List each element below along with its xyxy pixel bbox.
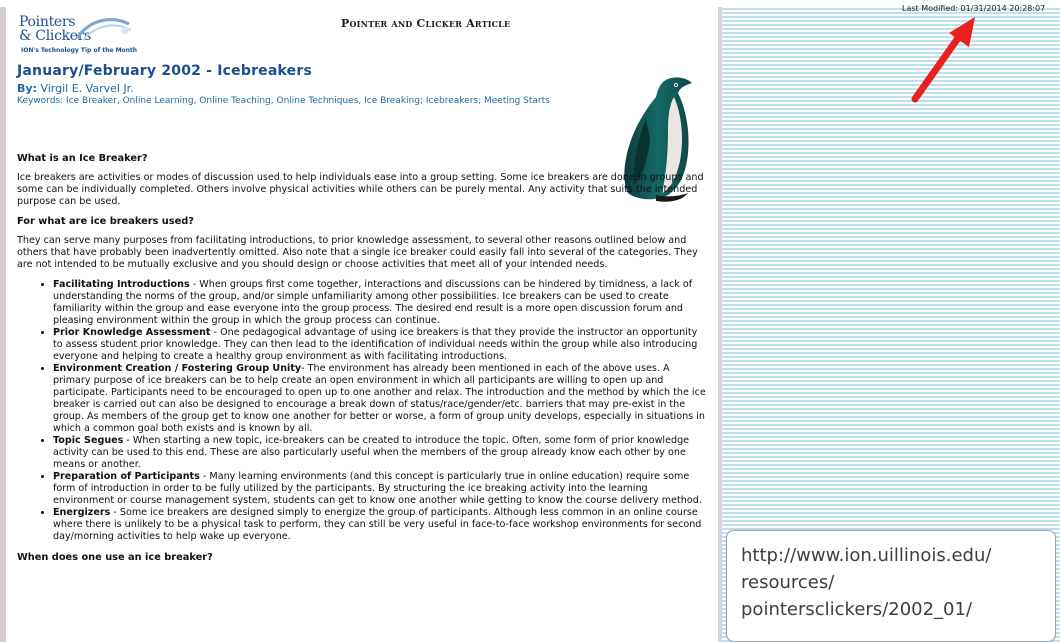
keywords: Keywords: Ice Breaker, Online Learning, Online Teaching, Online Techniques, Ice Breaking; Icebreakers; Meeting Starts [17, 96, 550, 106]
list-item-text: - One pedagogical advantage of using ice breakers is that they provide the instructor an opportunity to assess student prior knowledge. They can then lead to the identification of individual needs within the group while also introducing everyone and helping to create a healthy group environment as with facilitating introductions. [53, 327, 698, 362]
list-item [53, 471, 709, 507]
author-name[interactable]: Virgil E. Varvel Jr. [40, 82, 134, 95]
list-item-text: - Some ice breakers are designed simply to energize the group of participants. Although less common in an online course where there is unlikely to be a physical task to perform, they can still be very useful in face-to-face workshop environments for second day/morning activities to help wake up everyone. [53, 507, 702, 542]
section-heading: For what are ice breakers used? [17, 216, 194, 227]
list-item-term: Energizers [53, 507, 111, 518]
list-item-term: Prior Knowledge Assessment [53, 327, 211, 338]
list-item-term: Preparation of Participants [53, 471, 200, 482]
section-paragraph: They can serve many purposes from facilitating introductions, to prior knowledge assessment, to several other reasons outlined below and others that have probably been inadvertently omitted. Also note that a single ice breaker could easily fall into several of the categories. They are not intended to be mutually exclusive and you should design or choose activities that meet all of your intended needs. [17, 235, 698, 270]
byline-label: By: [17, 82, 37, 95]
article-body [17, 153, 709, 571]
byline [17, 82, 134, 95]
list-item [53, 507, 709, 543]
url-line2: resources/ [741, 572, 835, 593]
url-line1: http://www.ion.uillinois.edu/ [741, 545, 992, 566]
list-item-text: - When starting a new topic, ice-breakers can be created to introduce the topic. Often, some form of prior knowledge activity can be used to this end. These are also particularly useful when the members of the group already know each other by one means or another. [53, 435, 690, 470]
last-modified: Last Modified: 01/31/2014 20:28:07 [902, 4, 1046, 13]
list-item [53, 435, 709, 471]
article-title: January/February 2002 - Icebreakers [17, 63, 312, 79]
list-item-term: Topic Segues [53, 435, 124, 446]
section-heading: What is an Ice Breaker? [17, 153, 148, 164]
section-heading: When does one use an ice breaker? [17, 552, 213, 563]
pointers-clickers-logo[interactable] [19, 14, 139, 62]
list-item-term: Environment Creation / Fostering Group Unity [53, 363, 302, 374]
list-item [53, 327, 709, 363]
page-header-title: Pointer and Clicker Article [341, 17, 511, 30]
url-callout [726, 530, 1056, 642]
right-border [718, 7, 722, 642]
url-line3: pointersclickers/2002_01/ [741, 599, 973, 620]
logo-tagline: ION's Technology Tip of the Month [21, 47, 138, 54]
list-item [53, 363, 709, 435]
article-page [6, 7, 718, 642]
top-border [0, 0, 1060, 7]
list-item-term: Facilitating Introductions [53, 279, 190, 290]
uses-list [17, 279, 709, 543]
list-item-text: - When groups first come together, interactions and discussions can be hindered by timidness, a lack of understanding the norms of the group, and/or simple unfamiliarity among other possibilities. Ice breakers can be used to create familiarity within the group and ease everyone into the group process. The desired end result is a more open discussion forum and pleasing environment within the group in which the group process can continue. [53, 279, 693, 326]
red-arrow [905, 15, 980, 107]
swoosh-icon [73, 14, 133, 44]
list-item-text: - Many learning environments (and this concept is particularly true in online education) require some form of introduction in order to be fully utilized by the participants. By structuring the ice breaking activity into the learning environment or course management system, students can get to know one another while getting to know the course delivery method. [53, 471, 702, 506]
list-item [53, 279, 709, 327]
list-item-text: - The environment has already been mentioned in each of the above uses. A primary purpose of ice breakers can be to help create an open environment in which all participants are willing to open up and participate. Participants need to be encouraged to open up to one another and relax. The introduction and the method by which the ice breaker is carried out can also be designed to encourage a break down of status/race/gender/etc. barriers that may pre-exist in the group. As members of the group get to know one another for better or worse, a form of group unity develops, especially in situations in which a common goal both exists and is known by all. [53, 363, 706, 434]
logo-line2: & Clickers [19, 28, 92, 44]
logo-line1: Pointers [19, 14, 76, 30]
section-paragraph: Ice breakers are activities or modes of discussion used to help individuals ease into a group setting. Some ice breakers are done in groups and some can be individually completed. Others involve physical activities while others can be purely mental. Any activity that suits the intended purpose can be used. [17, 172, 704, 207]
